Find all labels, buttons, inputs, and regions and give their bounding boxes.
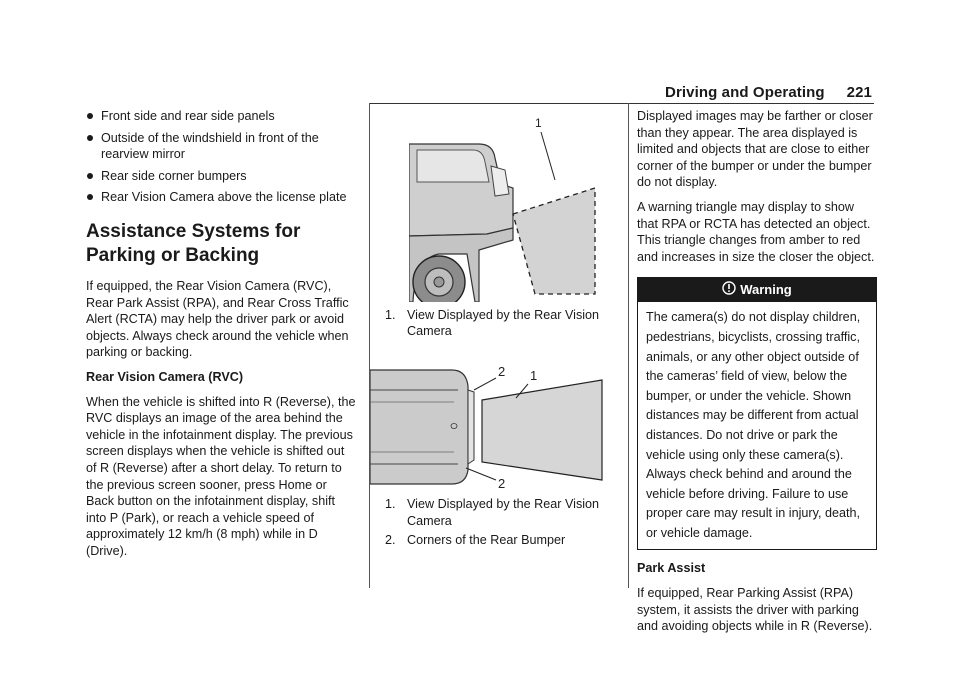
callout-2-top: 2: [498, 363, 506, 379]
subheading-rvc: Rear Vision Camera (RVC): [86, 369, 244, 384]
warning-header: [638, 278, 876, 302]
rvc-paragraph: When the vehicle is shifted into R (Reverse), the RVC displays an image of the area behind the vehicle in the infotainment display. The previous screen displays when the vehicle is shifted out of R (Reverse) after a short delay. To return to the previous screen sooner, press Home or Back button on the infotainment display, shift into P (Park), or reach a vehicle speed of approximately 12 km/h (8 mph) while in D (Drive).: [86, 394, 356, 558]
callout-1: 1: [535, 116, 542, 130]
subheading-park-assist: Park Assist: [637, 561, 706, 576]
rear-camera-view-illustration: [409, 108, 617, 302]
column-left: [86, 108, 358, 567]
park-assist-paragraph: If equipped, Rear Parking Assist (RPA) system, it assists the driver with parking and avoiding objects while in R (Reverse).: [637, 586, 873, 634]
column-right: [637, 108, 877, 643]
caption-item: 1. View Displayed by the Rear Vision Camera: [385, 497, 600, 528]
list-item: Rear Vision Camera above the license plate: [86, 189, 358, 206]
warning-box: [637, 277, 877, 550]
display-limits-paragraph: Displayed images may be farther or closer than they appear. The area displayed is limited and objects that are close to either corner of the bumper or under the bumper do not display.: [637, 109, 873, 190]
warning-text: The camera(s) do not display children, pedestrians, bicyclists, crossing traffic, animals, or any other object outside of the cameras’ field of view, below the bumper, or under the vehicle. Shown distances may be different from actual distances. Do not drive or park the vehicle using only these camera(s). Always check behind and around the vehicle before driving. Failure to use proper care may result in injury, death, or vehicle damage.: [646, 310, 861, 540]
column-middle: [383, 108, 619, 550]
warning-title: Warning: [740, 282, 792, 298]
callout-1: 1: [530, 367, 538, 383]
rear-bumper-top-view-illustration: [370, 356, 608, 492]
page-header: [665, 84, 872, 101]
fig2-caption-list: [383, 496, 619, 548]
caption-item: 1. View Displayed by the Rear Vision Camera: [385, 307, 600, 339]
column-divider-left: [369, 103, 370, 588]
warning-triangle-paragraph: A warning triangle may display to show that RPA or RCTA has detected an object. This triangle changes from amber to red and increases in size the closer the object.: [637, 199, 875, 264]
header-section-title: Driving and Operating: [665, 84, 825, 101]
fig1-caption-list: [383, 307, 619, 340]
warning-icon: [722, 279, 736, 303]
column-divider-right: [628, 103, 629, 588]
header-rule: [369, 103, 874, 104]
list-item: Rear side corner bumpers: [86, 168, 358, 185]
camera-location-list: [86, 108, 358, 206]
list-item: Front side and rear side panels: [86, 108, 358, 125]
page-number: 221: [846, 84, 872, 101]
intro-paragraph: If equipped, the Rear Vision Camera (RVC), Rear Park Assist (RPA), and Rear Cross Traffic Alert (RCTA) may help the driver park or avoid objects. Always check around the vehicle when parking or backing.: [86, 278, 349, 360]
callout-2-bottom: 2: [498, 475, 506, 491]
list-item: Outside of the windshield in front of the rearview mirror: [86, 130, 358, 163]
section-heading: Assistance Systems for Parking or Backing: [86, 220, 301, 266]
caption-item: 2. Corners of the Rear Bumper: [385, 532, 566, 547]
